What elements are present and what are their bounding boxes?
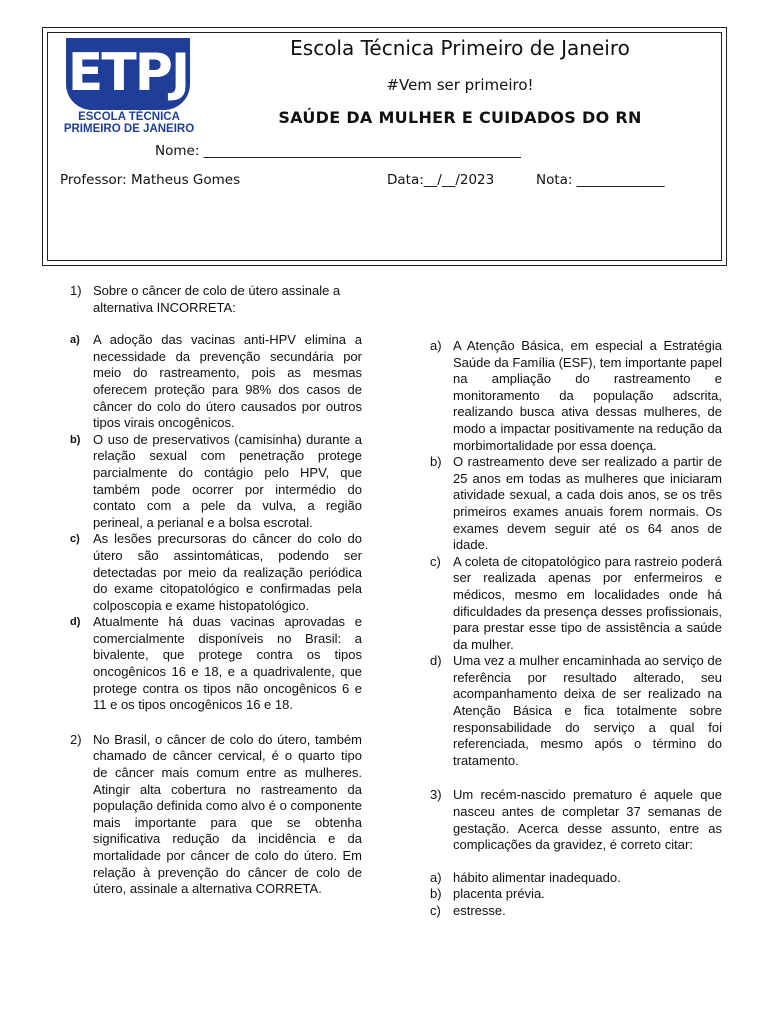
left-column xyxy=(70,283,362,898)
right-column xyxy=(430,338,722,920)
option-mark: b) xyxy=(430,454,442,470)
option-mark: c) xyxy=(430,553,441,569)
option-d[interactable] xyxy=(430,653,722,769)
option-a[interactable] xyxy=(430,870,722,887)
logo-line-1: ESCOLA TÉCNICA xyxy=(78,111,180,123)
option-a[interactable] xyxy=(70,332,362,432)
date-field[interactable]: Data:__/__/2023 xyxy=(387,172,495,188)
option-b[interactable] xyxy=(430,886,722,903)
question-number: 2) xyxy=(70,731,82,747)
option-a[interactable] xyxy=(430,338,722,454)
option-mark: c) xyxy=(430,903,441,918)
option-mark: a) xyxy=(430,338,442,353)
logo-line-2: PRIMEIRO DE JANEIRO xyxy=(63,123,195,135)
exam-subject: SAÚDE DA MULHER E CUIDADOS DO RN xyxy=(278,108,642,127)
option-text: Atualmente há duas vacinas aprovadas e comercialmente disponíveis no Brasil: a bivalente, que protege contra os tipos oncogênicos 16 e 18, e a quadrivalente, que protege contra os tipos não oncogênicos 6 e 11 e os tipos oncogênicos 16 e 18. xyxy=(93,614,362,713)
option-mark: b) xyxy=(70,433,81,446)
option-c[interactable] xyxy=(430,554,722,654)
logo-mark xyxy=(66,38,190,110)
option-mark: a) xyxy=(70,334,80,347)
option-text: A adoção das vacinas anti-HPV elimina a necessidade da prevenção secundária por meio do rastreamento, pois as mesmas oferecem proteção para 98% dos casos de câncer do colo do útero causados por outros tipos virais oncogênicos. xyxy=(93,332,362,431)
question-text: Um recém-nascido prematuro é aquele que nasceu antes de completar 37 semanas de gestação. Acerca desse assunto, entre as complicações da gravidez, é correto citar: xyxy=(453,787,722,853)
option-text: hábito alimentar inadequado. xyxy=(453,869,621,885)
option-text: A coleta de citopatológico para rastreio poderá ser realizada apenas por enfermeiros e médicos, mesmo em localidades onde há dificuldades da presença desses profissionais, para prestar esse tipo de assistência a saúde da mulher. xyxy=(453,553,722,652)
school-name: Escola Técnica Primeiro de Janeiro xyxy=(290,36,630,60)
option-text: O uso de preservativos (camisinha) durante a relação sexual com penetração protege parcialmente do contágio pelo HPV, que também pode ocorrer por intermédio do contato com a pele da vulva, a região perineal, a perianal e a bolsa escrotal. xyxy=(93,431,362,530)
student-name-field[interactable]: Nome: _______________________________________________ xyxy=(155,143,521,159)
question-text: No Brasil, o câncer de colo do útero, também chamado de câncer cervical, é o quarto tipo de câncer mais comum entre as mulheres. Atingir alta cobertura no rastreamento da população definida como alvo é o componente mais importante para que se obtenha significativa redução da incidência e da mortalidade por câncer de colo do útero. Em relação à prevenção do câncer de colo de útero, assinale a alternativa CORRETA. xyxy=(93,731,362,897)
option-text: O rastreamento deve ser realizado a partir de 25 anos em todas as mulheres que iniciaram atividade sexual, a cada dois anos, se os três primeiros exames anuais forem normais. Os exames devem seguir até os 64 anos de idade. xyxy=(453,454,722,553)
school-slogan: #Vem ser primeiro! xyxy=(386,76,534,94)
option-c[interactable] xyxy=(430,903,722,920)
option-mark: d) xyxy=(70,616,81,629)
professor-label: Professor: Matheus Gomes xyxy=(60,172,241,188)
option-text: As lesões precursoras do câncer do colo do útero são assintomáticas, podendo ser detectadas por meio da realização periódica do exame citopatológico e confirmadas pela colposcopia e exame histopatológico. xyxy=(93,531,362,613)
question-number: 1) xyxy=(70,283,82,298)
option-mark: a) xyxy=(430,869,442,885)
question-number: 3) xyxy=(430,787,442,803)
option-b[interactable] xyxy=(70,432,362,532)
question-3 xyxy=(430,787,722,853)
option-d[interactable] xyxy=(70,614,362,714)
option-mark: c) xyxy=(70,533,80,546)
question-1 xyxy=(70,283,362,316)
option-b[interactable] xyxy=(430,454,722,554)
option-mark: b) xyxy=(430,886,442,902)
question-text: Sobre o câncer de colo de útero assinale a alternativa INCORRETA: xyxy=(93,283,341,315)
option-text: estresse. xyxy=(453,903,506,918)
grade-field[interactable]: Nota: _____________ xyxy=(536,172,665,188)
question-2 xyxy=(70,732,362,898)
option-c[interactable] xyxy=(70,531,362,614)
school-logo xyxy=(60,38,198,136)
option-text: A Atenção Básica, em especial a Estratégia Saúde da Família (ESF), tem importante papel na ampliação do rastreamento e monitoramento da população adscrita, realizando busca ativa dessas mulheres, de modo a impactar positivamente na redução da morbimortalidade por essa doença. xyxy=(453,338,722,453)
option-mark: d) xyxy=(430,653,442,669)
logo-mark-text: ETPJ xyxy=(67,43,189,103)
option-text: Uma vez a mulher encaminhada ao serviço de referência por resultado alterado, seu acompanhamento deixa de ser realizado na Atenção Básica e fica totalmente sobre responsabilidade do serviço a qual foi referenciada, mesmo após o término do tratamento. xyxy=(453,653,722,768)
option-text: placenta prévia. xyxy=(453,886,545,902)
